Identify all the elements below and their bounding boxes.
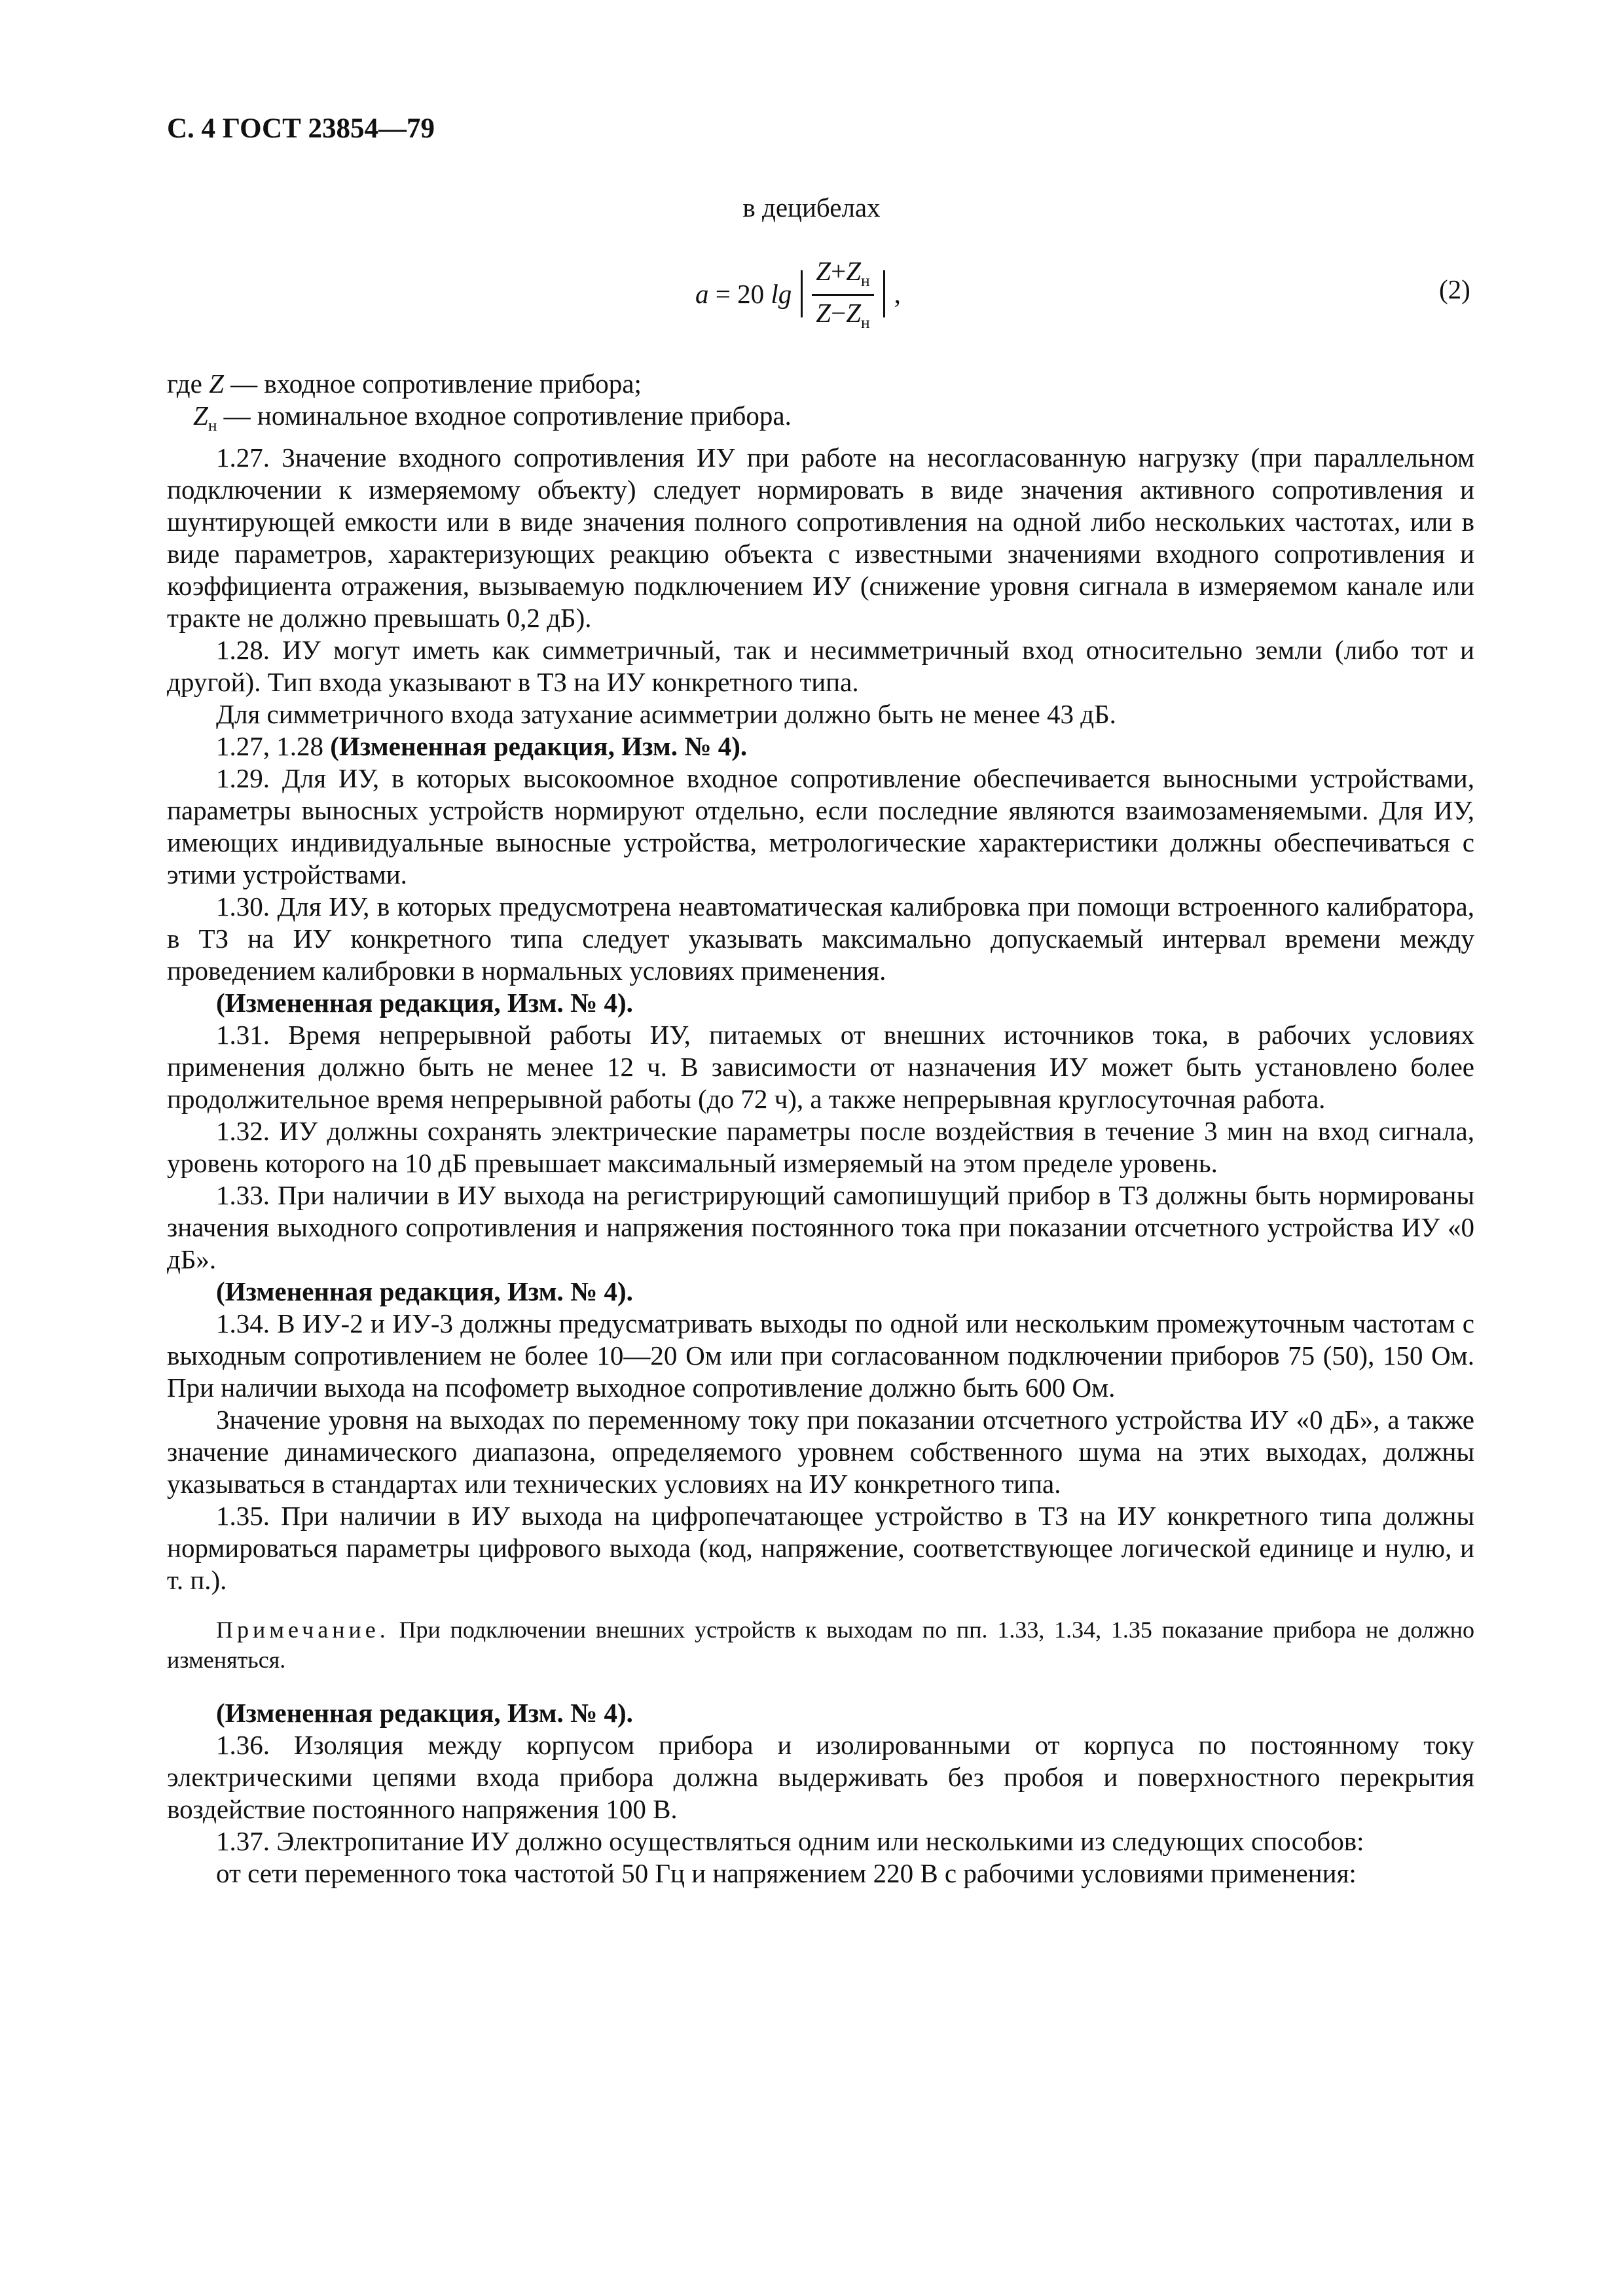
formula-fraction xyxy=(812,255,873,332)
paragraph-1-37: 1.37. Электропитание ИУ должно осуществляться одним или несколькими из следующих способов: xyxy=(216,1826,1364,1857)
fraction-denominator: $Z-Z_н$ xyxy=(816,297,870,332)
formula-tail: , xyxy=(894,279,901,309)
paragraph-1-36: 1.36. Изоляция между корпусом прибора и изолированными от корпуса по постоянному току электрическими цепями входа прибора должна выдерживать без пробоя и поверхностного перекрытия воздействие постоянного напряжения 100 В. xyxy=(167,1730,1474,1825)
document-body xyxy=(167,368,1474,1890)
paragraph-1-31: 1.31. Время непрерывной работы ИУ, питаемых от внешних источников тока, в рабочих условиях применения должно быть не менее 12 ч. В зависимости от назначения ИУ может быть установлено более продолжительное время непрерывной работы (до 72 ч), а также непрерывная круглосуточная работа. xyxy=(167,1020,1474,1115)
paragraph-1-27: 1.27. Значение входного сопротивления ИУ при работе на несогласованную нагрузку (при параллельном подключении к измеряемому объекту) следует нормировать в виде значения активного сопротивления и шунтирующей емкости или в виде значения полного сопротивления на одной либо нескольких частотах, или в виде параметров, характеризующих реакцию объекта с известными значениями входного сопротивления и коэффициента отражения, вызываемую подключением ИУ (снижение уровня сигнала в измеряемом канале или тракте не должно превышать 0,2 дБ). xyxy=(167,442,1474,634)
note-text: При подключении внешних устройств к выходам по пп. 1.33, 1.34, 1.35 показание прибора не должно изменяться. xyxy=(167,1617,1474,1674)
formula-lhs: a xyxy=(695,279,709,309)
paragraph-1-30: 1.30. Для ИУ, в которых предусмотрена неавтоматическая калибровка при помощи встроенного калибратора, в ТЗ на ИУ конкретного типа следует указывать максимально допускаемый интервал времени между проведением калибровки в нормальных условиях применения. xyxy=(167,891,1474,986)
paragraph-1-34: 1.34. В ИУ-2 и ИУ-3 должны предусматривать выходы по одной или нескольким промежуточным частотам с выходным сопротивлением не более 10—20 Ом или при согласованном подключении приборов 75 (50), 150 Ом. При наличии выхода на псофометр выходное сопротивление должно быть 600 Ом. xyxy=(167,1308,1474,1403)
paragraph-output-level: Значение уровня на выходах по переменному току при показании отсчетного устройства ИУ «0 дБ», а также значение динамического диапазона, определяемого уровнем собственного шума на этих выходах, должны указываться в стандартах или технических условиях на ИУ конкретного типа. xyxy=(167,1405,1474,1499)
note xyxy=(167,1615,1474,1675)
amendment-note-1: 1.27, 1.28 (Измененная редакция, Изм. № 4). xyxy=(216,731,748,762)
amendment-note-2: (Измененная редакция, Изм. № 4). xyxy=(216,988,633,1018)
formula-attenuation xyxy=(695,251,901,336)
abs-bar-right xyxy=(883,270,885,317)
paragraph-1-33: 1.33. При наличии в ИУ выхода на регистрирующий самопишущий прибор в ТЗ должны быть нормированы значения выходного сопротивления и напряжения постоянного тока при показании отсчетного устройства ИУ «0 дБ». xyxy=(167,1180,1474,1275)
paragraph-ac-supply: от сети переменного тока частотой 50 Гц и напряжением 220 В с рабочими условиями применения: xyxy=(216,1858,1357,1889)
formula-intro: в децибелах xyxy=(742,192,881,223)
fraction-numerator: $Z+Z_н$ xyxy=(812,255,873,295)
formula-op: = 20 xyxy=(708,279,771,309)
paragraph-1-32: 1.32. ИУ должны сохранять электрические параметры после воздействия в течение 3 мин на вход сигнала, уровень которого на 10 дБ превышает максимальный измеряемый на этом пределе уровень. xyxy=(167,1116,1474,1179)
formula-log: lg xyxy=(771,279,792,309)
where-zn: $Z_н$ — номинальное входное сопротивление прибора. xyxy=(193,401,792,435)
paragraph-symmetric: Для симметричного входа затухание асимметрии должно быть не менее 43 дБ. xyxy=(216,699,1116,730)
where-z: где Z — входное сопротивление прибора; xyxy=(167,368,642,399)
note-label: Примечание. xyxy=(216,1617,390,1643)
abs-bar-left xyxy=(801,270,803,317)
amendment-note-4: (Измененная редакция, Изм. № 4). xyxy=(216,1698,633,1729)
paragraph-1-29: 1.29. Для ИУ, в которых высокоомное входное сопротивление обеспечивается выносными устройствами, параметры выносных устройств нормируют отдельно, если последние являются взаимозаменяемыми. Для ИУ, имеющих индивидуальные выносные устройства, метрологические характеристики должны обеспечиваться с этими устройствами. xyxy=(167,763,1474,890)
amendment-note-3: (Измененная редакция, Изм. № 4). xyxy=(216,1276,633,1307)
equation-number: (2) xyxy=(1439,274,1470,304)
paragraph-1-35: 1.35. При наличии в ИУ выхода на цифропечатающее устройство в ТЗ на ИУ конкретного типа должны нормироваться параметры цифрового выхода (код, напряжение, соответствующее логической единице и нулю, и т. п.). xyxy=(167,1501,1474,1596)
paragraph-1-28: 1.28. ИУ могут иметь как симметричный, так и несимметричный вход относительно земли (либо тот и другой). Тип входа указывают в ТЗ на ИУ конкретного типа. xyxy=(167,635,1474,698)
page-header: С. 4 ГОСТ 23854—79 xyxy=(167,113,435,144)
